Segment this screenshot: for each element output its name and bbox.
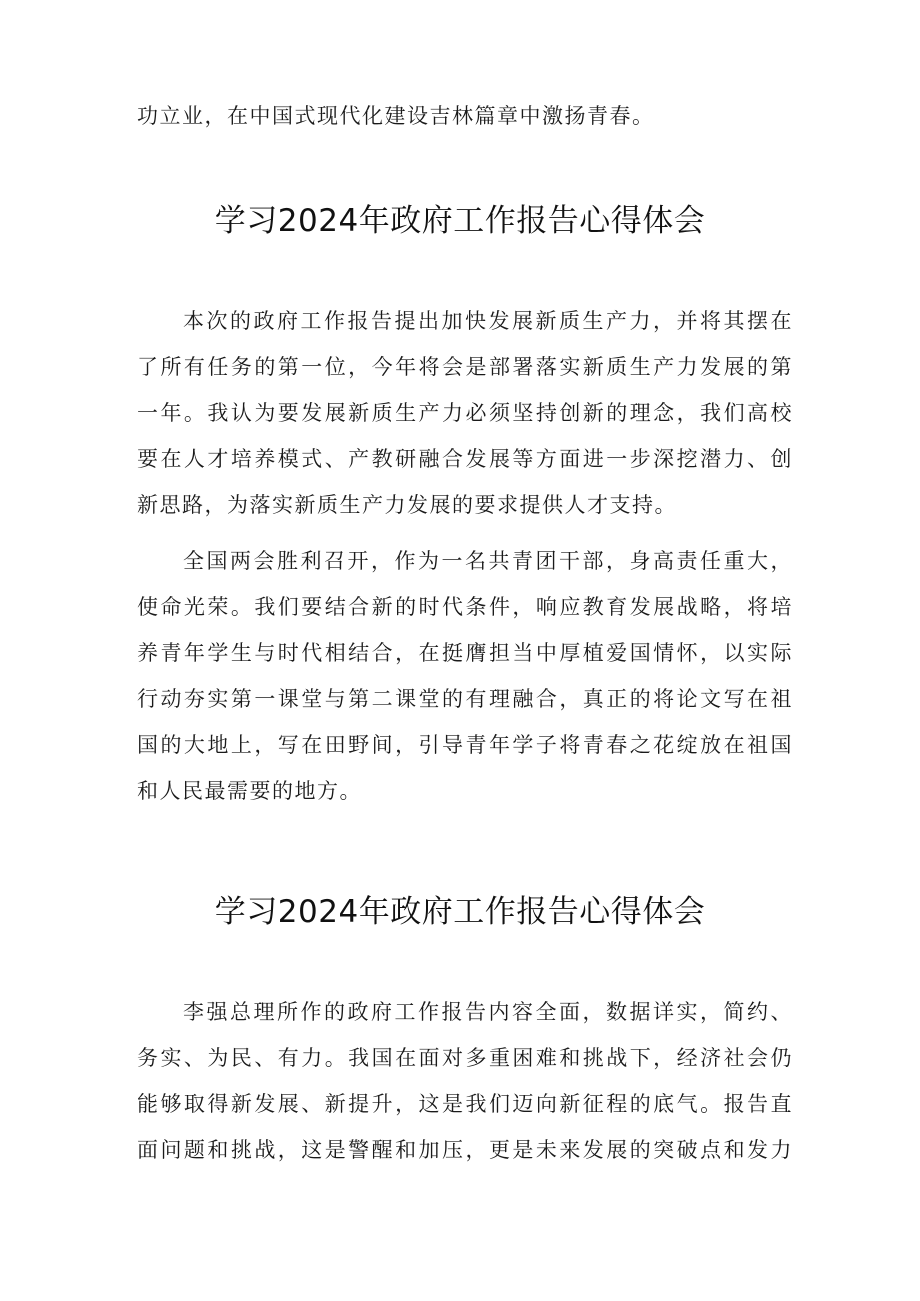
- section-2-heading: 学习2024年政府工作报告心得体会: [214, 894, 706, 930]
- paragraph-line: 能够取得新发展、新提升，这是我们迈向新征程的底气。报告直: [137, 1092, 793, 1116]
- paragraph-line: 国的大地上，写在田野间，引导青年学子将青春之花绽放在祖国: [137, 733, 793, 757]
- paragraph-line: 李强总理所作的政府工作报告内容全面，数据详实，简约、: [183, 1000, 793, 1024]
- paragraph-line: 全国两会胜利召开，作为一名共青团干部，身高责任重大，: [183, 549, 793, 573]
- paragraph-line: 使命光荣。我们要结合新的时代条件，响应教育发展战略，将培: [137, 595, 793, 619]
- paragraph-line: 养青年学生与时代相结合，在挺膺担当中厚植爱国情怀，以实际: [137, 641, 793, 665]
- paragraph-line: 要在人才培养模式、产教研融合发展等方面进一步深挖潜力、创: [137, 447, 793, 471]
- paragraph-line: 本次的政府工作报告提出加快发展新质生产力，并将其摆在: [183, 309, 793, 333]
- intro-line: 功立业，在中国式现代化建设吉林篇章中激扬青春。: [137, 104, 655, 128]
- paragraph-line: 了所有任务的第一位，今年将会是部署落实新质生产力发展的第: [137, 355, 793, 379]
- paragraph-line: 和人民最需要的地方。: [137, 779, 362, 803]
- paragraph-line: 一年。我认为要发展新质生产力必须坚持创新的理念，我们高校: [137, 401, 793, 425]
- paragraph-line: 新思路，为落实新质生产力发展的要求提供人才支持。: [137, 493, 677, 517]
- section-1-heading: 学习2024年政府工作报告心得体会: [214, 203, 706, 239]
- paragraph-line: 务实、为民、有力。我国在面对多重困难和挑战下，经济社会仍: [137, 1046, 793, 1070]
- paragraph-line: 面问题和挑战，这是警醒和加压，更是未来发展的突破点和发力: [137, 1138, 793, 1162]
- paragraph-line: 行动夯实第一课堂与第二课堂的有理融合，真正的将论文写在祖: [137, 687, 793, 711]
